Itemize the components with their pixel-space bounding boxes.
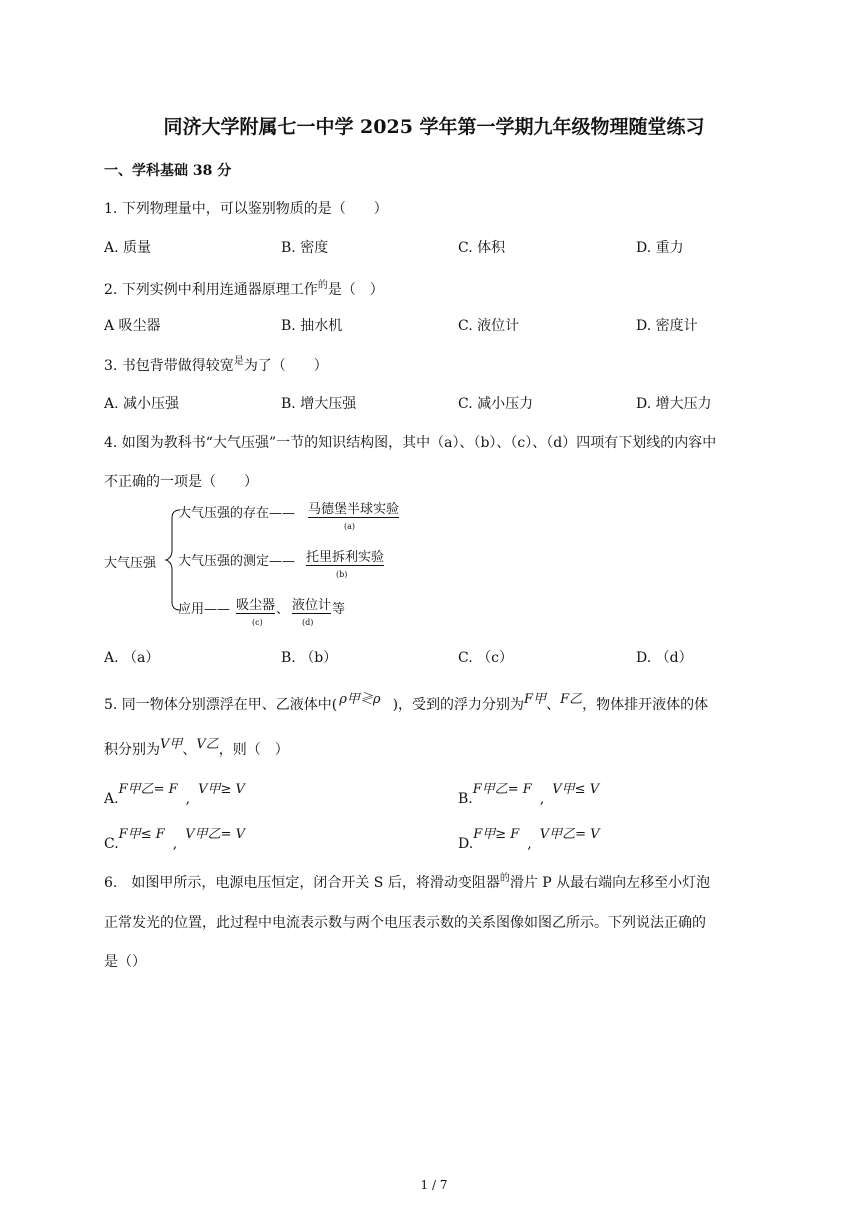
q5-text: 5. 同一物体分别漂浮在甲、乙液体中( (104, 697, 338, 713)
q5-option-comma: , (527, 836, 532, 852)
q5-option-label: B. (458, 791, 473, 807)
question-5-line2 (104, 739, 289, 759)
q5-option-volume: V甲乙= V (539, 827, 600, 842)
q3-stem-part: 为了（ ） (243, 358, 328, 374)
q5-option-comma: , (172, 836, 178, 852)
question-2-stem (104, 279, 384, 299)
q2-stem-part: 是（ ） (327, 282, 384, 298)
diagram-branch-3-suffix: 等 (332, 602, 346, 617)
diagram-branch-2-prefix: 大气压强的测定—— (178, 554, 296, 569)
q4-option-d: D. （d） (636, 650, 693, 666)
q1-option-d: D. 重力 (636, 240, 684, 256)
q5-option-label: C. (104, 836, 119, 852)
diagram-root: 大气压强 (104, 556, 157, 571)
q1-option-a: A. 质量 (104, 240, 152, 256)
q5-option-volume: V甲≤ V (552, 782, 600, 797)
q5-option-force: F甲乙= F (118, 782, 178, 797)
q5-text: )，受到的浮力分别为 (392, 697, 525, 713)
question-6-line2: 正常发光的位置，此过程中电流表示数与两个电压表示数的关系图像如图乙所示。下列说法正确的 (104, 915, 706, 931)
diagram-branch-3-separator: 、 (276, 602, 290, 617)
question-6-line1 (104, 872, 710, 892)
q3-option-a: A. 减小压强 (104, 396, 180, 412)
q1-option-b: B. 密度 (281, 240, 329, 256)
question-4-line1: 4. 如图为教科书“大气压强”一节的知识结构图，其中（a）、（b）、（c）、（d）四项有下划线的内容中 (104, 435, 717, 451)
q2-option-a: A 吸尘器 (104, 318, 161, 334)
q5-option-d (458, 823, 600, 852)
q5-option-label: A. (104, 791, 119, 807)
diagram-tag-c: (c) (252, 618, 263, 627)
q4-option-c: C. （c） (458, 650, 513, 666)
q3-option-d: D. 增大压力 (636, 396, 712, 412)
q3-stem-part: 3. 书包背带做得较宽 (104, 358, 234, 374)
question-5-line1 (104, 694, 708, 714)
q5-sep: 、 (546, 697, 561, 713)
q5-volume-yi: V乙 (196, 737, 219, 752)
diagram-branch-1-underlined: 马德堡半球实验 (308, 502, 400, 517)
diagram-tag-a: (a) (344, 522, 356, 531)
q5-text: 积分别为 (104, 742, 160, 758)
diagram-branch-1-prefix: 大气压强的存在—— (178, 506, 296, 521)
q6-text-de: 的 (499, 873, 510, 884)
page-title: 同济大学附属七一中学 2025 学年第一学期九年级物理随堂练习 (163, 116, 705, 138)
knowledge-structure-diagram (104, 498, 424, 632)
diagram-tag-d: (d) (302, 618, 314, 627)
q6-text: 滑片 P 从最右端向左移至小灯泡 (509, 875, 711, 891)
q5-option-c (104, 823, 246, 852)
question-6-line3: 是（） (104, 954, 146, 970)
q5-option-force: F甲乙= F (472, 782, 532, 797)
q5-text: ，物体排开液体的体 (582, 697, 709, 713)
diagram-branch-3-prefix: 应用—— (178, 602, 231, 617)
q2-option-d: D. 密度计 (636, 318, 698, 334)
q2-option-b: B. 抽水机 (281, 318, 343, 334)
q5-option-comma: , (185, 791, 191, 807)
diagram-branch-3-underlined-2: 液位计 (292, 598, 332, 613)
q5-option-force: F甲≥ F (473, 827, 520, 842)
q2-stem-part: 2. 下列实例中利用连通器原理工作 (104, 282, 318, 298)
q5-option-b (458, 778, 600, 807)
q5-option-volume: V甲乙= V (185, 827, 246, 842)
q1-option-c: C. 体积 (458, 240, 506, 256)
page-number: 1 / 7 (420, 1178, 448, 1192)
question-1-stem: 1. 下列物理量中，可以鉴别物质的是（ ） (104, 201, 388, 217)
q5-buoyancy-yi: F乙 (560, 692, 583, 707)
q4-option-b: B. （b） (281, 650, 338, 666)
diagram-branch-3-underlined-1: 吸尘器 (236, 598, 276, 613)
q5-option-force: F甲≤ F (118, 827, 165, 842)
q5-option-comma: , (539, 791, 545, 807)
q5-option-label: D. (458, 836, 474, 852)
diagram-branch-2-underlined: 托里拆利实验 (306, 550, 385, 565)
q5-buoyancy-jia: F甲 (524, 692, 547, 707)
q2-stem-de: 的 (317, 280, 328, 291)
q3-stem-shi: 是 (233, 356, 244, 367)
q2-option-c: C. 液位计 (458, 318, 520, 334)
q4-option-a: A. （a） (104, 650, 160, 666)
q5-density-relation: ρ甲≷ρ (339, 692, 381, 707)
q5-volume-jia: V甲 (160, 737, 183, 752)
q3-option-c: C. 减小压力 (458, 396, 534, 412)
diagram-tag-b: (b) (336, 570, 348, 579)
question-3-stem (104, 355, 328, 375)
q3-option-b: B. 增大压强 (281, 396, 357, 412)
section-heading: 一、学科基础 38 分 (104, 163, 232, 179)
q6-text: 6. 如图甲所示，电源电压恒定，闭合开关 S 后，将滑动变阻器 (104, 875, 500, 891)
q5-text: ，则（ ） (218, 742, 289, 758)
q5-option-volume: V甲≥ V (198, 782, 245, 797)
q5-option-a (104, 778, 245, 807)
q5-sep: 、 (182, 742, 197, 758)
question-4-line2: 不正确的一项是（ ） (104, 474, 258, 490)
